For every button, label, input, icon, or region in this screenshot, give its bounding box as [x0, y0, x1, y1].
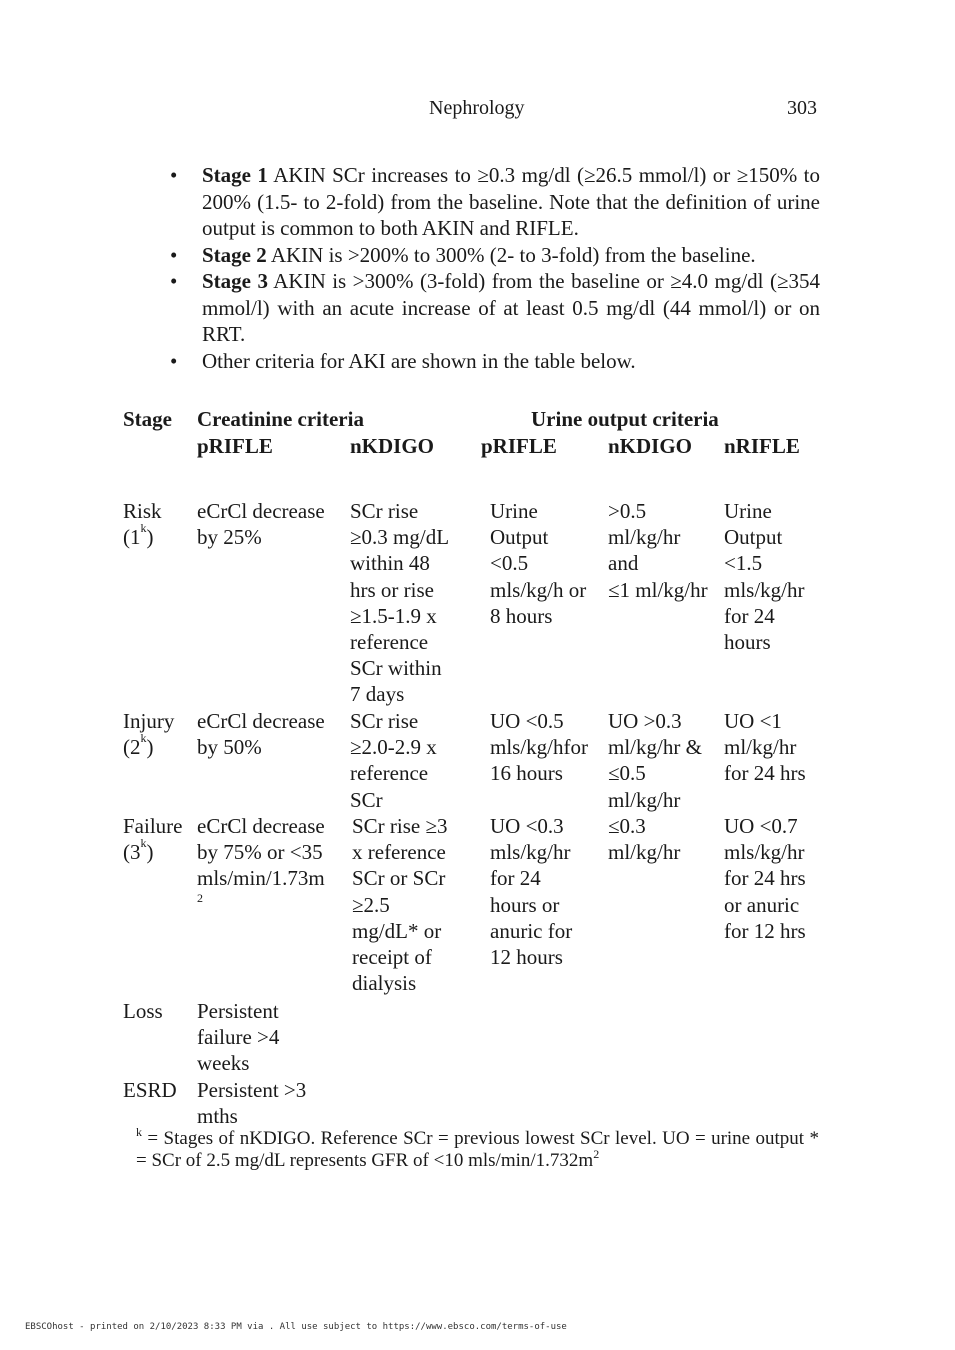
bullet-bold: Stage 1: [202, 163, 268, 187]
bullet-item: [168, 242, 820, 269]
bullet-item: [168, 162, 820, 242]
header-nkdigo-creatinine: nKDIGO: [350, 434, 435, 458]
row-risk-prifle-urine: Urine Output <0.5 mls/kg/h or 8 hours: [490, 499, 587, 628]
print-footer: EBSCOhost - printed on 2/10/2023 8:33 PM via . All use subject to https://www.ebsco.com/terms-of-use: [25, 1322, 567, 1332]
bullet-item: [168, 268, 820, 348]
header-stage: Stage: [123, 407, 172, 431]
row-esrd-stage: ESRD: [123, 1078, 177, 1102]
row-risk-nrifle: Urine Output <1.5 mls/kg/hr for 24 hours: [724, 499, 805, 655]
row-injury-prifle-urine: UO <0.5 mls/kg/hfor 16 hours: [490, 709, 588, 786]
table-footnote: $^k$ = Stages of nKDIGO. Reference SCr = previous lowest SCr level. UO = urine output * = SCr of 2.5 mg/dL represents GFR of <10 mls/$\min/1.732m^2$: [136, 1125, 819, 1171]
row-risk-stage: Risk (1$^k$): [123, 499, 162, 550]
row-failure-prifle-creatinine: eCrCl decrease by 75% or <35 mls/min/1.73m 2: [197, 814, 325, 905]
row-loss-stage: Loss: [123, 999, 163, 1023]
header-prifle-urine: pRIFLE: [481, 434, 557, 458]
header-nkdigo-urine: nKDIGO: [608, 434, 693, 458]
row-esrd-prifle-creatinine: Persistent >3 mths: [197, 1078, 307, 1129]
header-nrifle: nRIFLE: [724, 434, 800, 458]
bullet-bold: Stage 2: [202, 242, 267, 267]
bullet-item: [168, 348, 820, 375]
row-injury-nkdigo-urine: UO >0.3 ml/kg/hr & ≤0.5 ml/kg/hr: [608, 709, 702, 812]
row-risk-nkdigo-creatinine: SCr rise ≥0.3 mg/dL within 48 hrs or rise ≥1.5-1.9 x reference SCr within 7 days: [350, 499, 450, 707]
row-injury-prifle-creatinine: eCrCl decrease by 50%: [197, 709, 325, 760]
header-prifle-creatinine: pRIFLE: [197, 434, 273, 458]
row-risk-nkdigo-urine: >0.5 ml/kg/hr and ≤1 ml/kg/hr: [608, 499, 708, 602]
row-failure-prifle-urine: UO <0.3 mls/kg/hr for 24 hours or anuric for 12 hours: [490, 814, 573, 970]
bullet-list: [168, 162, 820, 374]
row-injury-nkdigo-creatinine: SCr rise ≥2.0-2.9 x reference SCr: [350, 709, 437, 812]
row-injury-stage: Injury (2$^k$): [123, 709, 175, 760]
bullet-text: AKIN SCr increases to ≥0.3 mg/dl (≥26.5 mmol/l) or ≥150% to 200% (1.5- to 2-fold) from the baseline. Note that the definition of urine output is common to both AKIN and RIFLE.: [202, 163, 820, 240]
row-failure-stage: Failure (3$^k$): [123, 814, 183, 865]
bullet-bold: Stage 3: [202, 269, 268, 293]
page-header-title: Nephrology: [429, 97, 525, 119]
bullet-text: AKIN is >300% (3-fold) from the baseline or ≥4.0 mg/dl (≥354 mmol/l) with an acute increase of at least 0.5 mg/dl (44 mmol/l) or on RRT.: [202, 269, 820, 346]
bullet-text: Other criteria for AKI are shown in the table below.: [202, 348, 636, 373]
page-number: 303: [787, 97, 817, 119]
row-injury-nrifle: UO <1 ml/kg/hr for 24 hrs: [724, 709, 806, 786]
header-creatinine: Creatinine criteria: [197, 407, 364, 431]
row-loss-prifle-creatinine: Persistent failure >4 weeks: [197, 999, 280, 1076]
row-failure-nrifle: UO <0.7 mls/kg/hr for 24 hrs or anuric for 12 hrs: [724, 814, 806, 943]
bullet-text: AKIN is >200% to 300% (2- to 3-fold) from the baseline.: [266, 242, 756, 267]
row-risk-prifle-creatinine: eCrCl decrease by 25%: [197, 499, 325, 550]
header-urine: Urine output criteria: [531, 407, 719, 431]
row-failure-nkdigo-urine: ≤0.3 ml/kg/hr: [608, 814, 681, 865]
row-failure-nkdigo-creatinine: SCr rise ≥3 x reference SCr or SCr ≥2.5 mg/dL* or receipt of dialysis: [352, 814, 448, 996]
